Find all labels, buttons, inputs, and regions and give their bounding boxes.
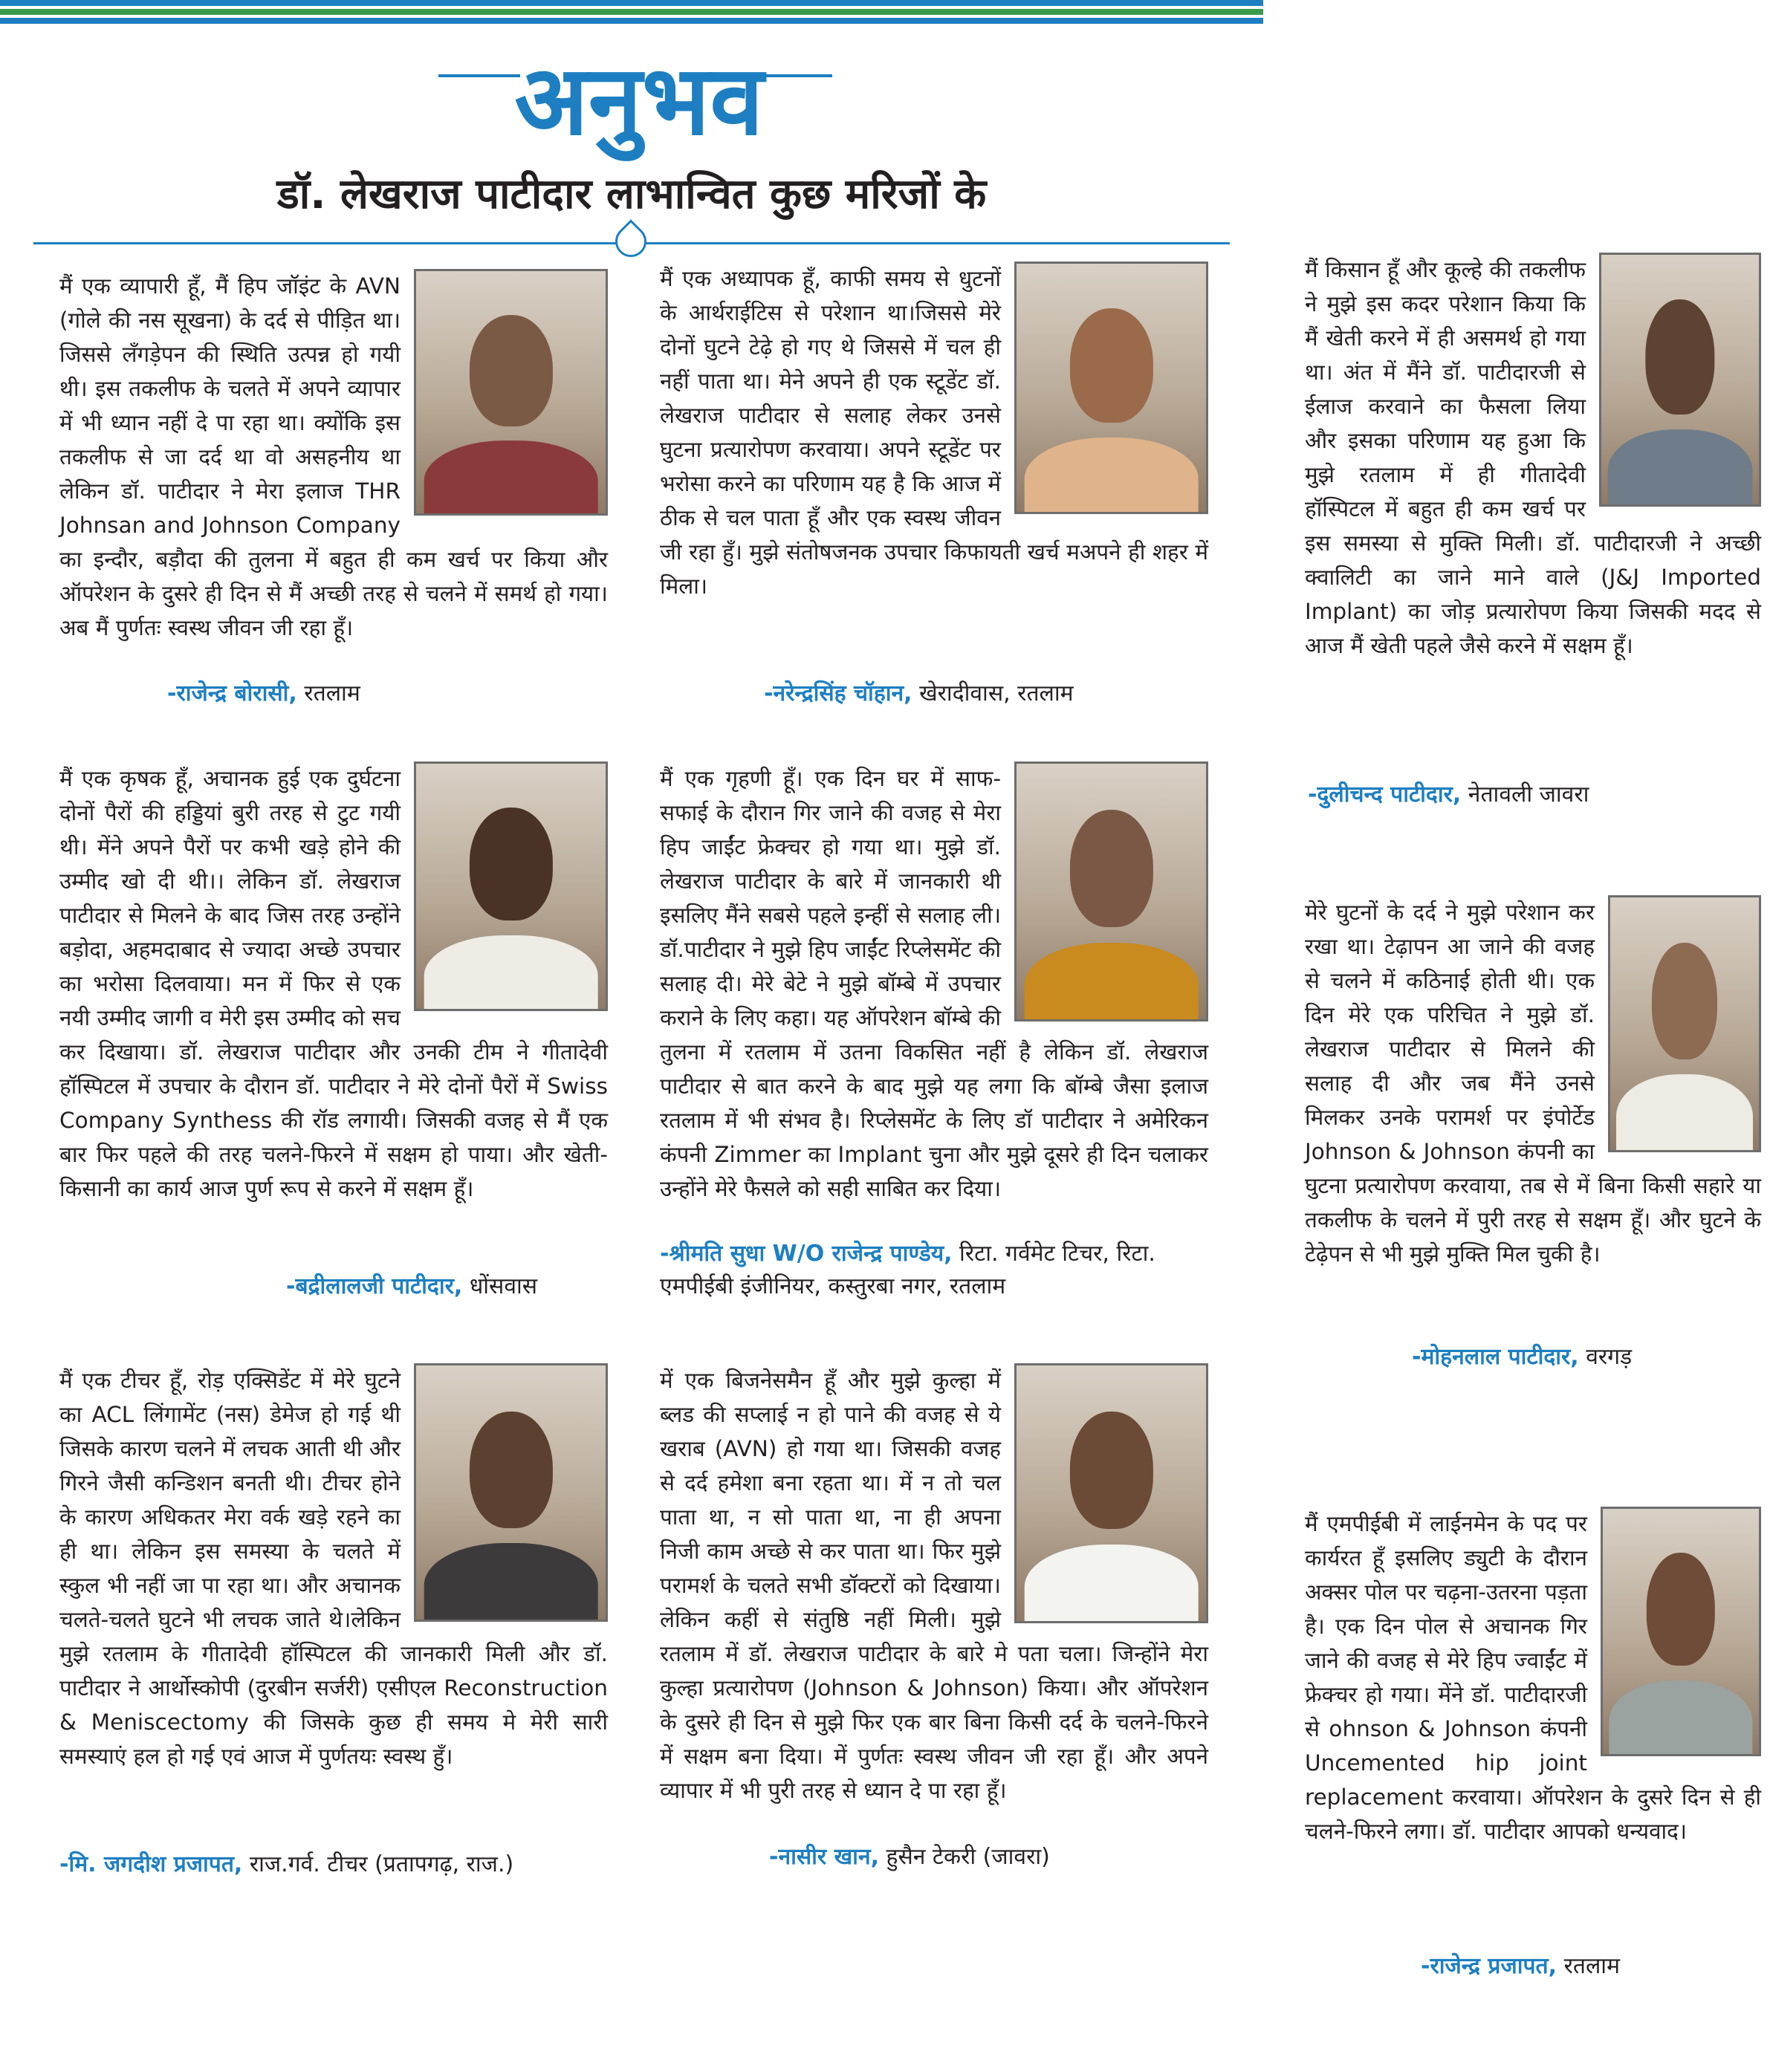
photo-1 [414, 269, 608, 516]
person-name: -मोहनलाल पाटीदार, [1412, 1344, 1579, 1370]
testimonial-5 [660, 761, 1208, 1206]
person-place: रिटा. गर्वमेट टिचर, रिटा. एमपीईबी इंजीनियर, कस्तुरबा नगर, रतलाम [660, 1241, 1155, 1299]
photo-5 [1014, 761, 1208, 1022]
testimonial-text: मैं एक कृषक हूँ, अचानक हुई एक दुर्घटना दोनों पैरों की हड्डियां बुरी तरह से टुट गयी थी। मेंने अपने पैरों पर कभी खड़े होने की उम्मीद खो दी थी।। लेकिन डॉ. लेखराज पाटीदार से मिलने के बाद जिस तरह उन्होंने बड़ोदा, अहमदाबाद से ज्यादा अच्छे उपचार का भरोसा दिलवाया। मन में फिर से एक नयी उम्मीद जागी व मेरी इस उम्मीद को सच कर दिखाया। डॉ. लेखराज पाटीदार और उनकी टीम ने गीतादेवी हॉस्पिटल में उपचार के दौरान डॉ. पाटीदार ने मेरे दोनों पैरों में Swiss Company Synthess की रॉड लगायी। जिसकी वजह से मैं एक बार फिर पहले की तरह चलने-फिरने में सक्षम हो पाया। और खेती-किसानी का कार्य आज पुर्ण रूप से करने में सक्षम हूँ। [59, 766, 608, 1201]
testimonial-6 [1305, 895, 1761, 1271]
signature-9 [1421, 1950, 1748, 1983]
person-place: राज.गर्व. टीचर (प्रतापगढ़, राज.) [242, 1851, 514, 1877]
person-place: हुसैन टेकरी (जावरा) [879, 1844, 1050, 1870]
top-stripe-blue-1 [0, 0, 1263, 6]
person-place: रतलाम [1557, 1953, 1621, 1979]
person-place: धोंसवास [462, 1273, 538, 1299]
signature-5 [660, 1238, 1210, 1303]
testimonial-3 [1305, 253, 1761, 663]
person-name: -राजेन्द्र प्रजापत, [1421, 1953, 1557, 1979]
top-stripe-blue-2 [0, 18, 1263, 24]
testimonial-2 [660, 262, 1208, 603]
photo-4 [414, 761, 608, 1011]
signature-3 [1308, 779, 1724, 811]
person-name: -बद्रीलालजी पाटीदार, [286, 1273, 463, 1299]
photo-3 [1599, 253, 1761, 507]
testimonial-text: मेरे घुटनों के दर्द ने मुझे परेशान कर रखा था। टेढ़ापन आ जाने की वजह से चलने में कठिनाई होती थी। एक दिन मेरे एक परिचित ने मुझे डॉ. लेखराज पाटीदार से मिलने की सलाह दी और जब मैंने उनसे मिलकर उनके परामर्श पर इंपोर्टेड Johnson & Johnson कंपनी का घुटना प्रत्यारोपण करवाया, तब से में बिना किसी सहारे या तकलीफ के चलने में पुरी तरह से सक्षम हूँ। और घुटने के टेढ़ेपन से भी मुझे मुक्ति मिल चुकी है। [1305, 900, 1761, 1267]
signature-1 [167, 678, 583, 710]
person-name: -नरेन्द्रसिंह चॉहान, [764, 681, 912, 707]
signature-6 [1412, 1341, 1739, 1374]
photo-6 [1608, 895, 1761, 1152]
signature-4 [286, 1270, 598, 1303]
page-title: अनुभव [514, 44, 764, 157]
signature-2 [764, 678, 1210, 710]
signature-7 [59, 1848, 594, 1881]
person-place: खेरादीवास, रतलाम [912, 681, 1074, 707]
testimonial-9 [1305, 1507, 1761, 1848]
person-name: -दुलीचन्द पाटीदार, [1308, 782, 1462, 808]
top-stripe-green [0, 9, 1263, 15]
testimonial-text: मैं एक गृहणी हूँ। एक दिन घर में साफ-सफाई के दौरान गिर जाने की वजह से मेरा हिप जाईंट फ्रेक्चर हो गया था। मुझे डॉ. लेखराज पाटीदार के बारे में जानकारी थी इसलिए मैंने सबसे पहले इन्हीं से सलाह ली। डॉ.पाटीदार ने मुझे हिप जाईंट रिप्लेसमेंट की सलाह दी। मेरे बेटे ने मुझे बॉम्बे में उपचार कराने के लिए कहा। यह ऑपरेशन बॉम्बे की तुलना में रतलाम में उतना विकसित नहीं है लेकिन डॉ. लेखराज पाटीदार से बात करने के बाद मुझे यह लगा कि बॉम्बे जैसा इलाज रतलाम में भी संभव है। रिप्लेसमेंट के लिए डॉ पाटीदार ने अमेरिकन कंपनी Zimmer का Implant चुना और मुझे दूसरे ही दिन चलाकर उन्होंने मेरे फैसले को सही साबित कर दिया। [660, 766, 1208, 1201]
testimonial-text: में एक बिजनेसमैन हूँ और मुझे कुल्हा में ब्लड की सप्लाई न हो पाने की वजह से ये खराब (AVN) हो गया था। जिसकी वजह से दर्द हमेशा बना रहता था। में न तो चल पाता था, न सो पाता था, ना ही अपना निजी काम अच्छे से कर पाता था। फिर मुझे परामर्श के चलते सभी डॉक्टरों को दिखाया। लेकिन कहीं से संतुष्ठि नहीं मिली। मुझे रतलाम में डॉ. लेखराज पाटीदार के बारे मे पता चला। जिन्होंने मेरा कुल्हा प्रत्यारोपण (Johnson & Johnson) किया। और ऑपरेशन के दुसरे ही दिन से मुझे फिर एक बार बिना किसी दर्द के चलने-फिरने में सक्षम बना दिया। में पुर्णतः स्वस्थ जीवन जी रहा हूँ। और अपने व्यापार में भी पुरी तरह से ध्यान दे पा रहा हूँ। [660, 1368, 1208, 1803]
testimonial-4 [59, 761, 608, 1206]
photo-7 [414, 1363, 608, 1622]
testimonial-text: मैं एमपीईबी में लाईनमेन के पद पर कार्यरत हूँ इसलिए ड्युटी के दौरान अक्सर पोल पर चढ़ना-उतरना पड़ता है। एक दिन पोल से अचानक गिर जाने की वजह से मेरे हिप ज्वाईंट में फ्रेक्चर हो गया। मेंने डॉ. पाटीदारजी से ohnson & Johnson कंपनी Uncemented hip joint replacement करवाया। ऑपरेशन के दुसरे दिन से ही चलने-फिरने लगा। डॉ. पाटीदार आपको धन्यवाद। [1305, 1511, 1761, 1844]
photo-8 [1014, 1363, 1208, 1623]
person-place: रतलाम [296, 681, 360, 707]
person-place: वरगड़ [1578, 1344, 1633, 1370]
person-place: नेतावली जावरा [1461, 782, 1589, 808]
photo-2 [1014, 262, 1208, 514]
person-name: -श्रीमति सुधा W/O राजेन्द्र पाण्डेय, [660, 1241, 953, 1267]
person-name: -नासीर खान, [769, 1844, 879, 1870]
signature-8 [769, 1841, 1185, 1874]
page-subtitle: डॉ. लेखराज पाटीदार लाभान्वित कुछ मरिजों के [276, 170, 987, 218]
testimonial-1 [59, 269, 608, 645]
testimonial-8 [660, 1363, 1208, 1808]
testimonial-text: मैं एक टीचर हूँ, रोड़ एक्सिडेंट में मेरे घुटने का ACL लिंगामेंट (नस) डेमेज हो गई थी जिसके कारण चलने में लचक आती थी और गिरने जैसी कन्डिशन बनती थी। टीचर होने के कारण अधिकतर मेरा वर्क खड़े रहने का ही था। लेकिन इस समस्या के चलते में स्कुल भी नहीं जा पा रहा था। और अचानक चलते-चलते घुटने भी लचक जाते थे।लेकिन मुझे रतलाम के गीतादेवी हॉस्पिटल की जानकारी मिली और डॉ. पाटीदार ने आर्थोस्कोपी (दुरबीन सर्जरी) एसीएल Reconstruction & Meniscectomy की जिसके कुछ ही समय मे मेरी सारी समस्याएं हल हो गई एवं आज में पुर्णतयः स्वस्थ हुँ। [59, 1368, 608, 1769]
person-name: -मि. जगदीश प्रजापत, [59, 1851, 243, 1877]
photo-9 [1601, 1507, 1761, 1756]
person-name: -राजेन्द्र बोरासी, [167, 681, 297, 707]
drop-ornament [609, 219, 652, 263]
testimonial-text: मैं एक अध्यापक हूँ, काफी समय से धुटनों के आर्थराईटिस से परेशान था।जिससे मेरे दोनों घुटने टेढ़े हो गए थे जिससे में चल ही नहीं पाता था। मेने अपने ही एक स्टूडेंट डॉ. लेखराज पाटीदार से सलाह लेकर उनसे घुटना प्रत्यारोपण करवाया। अपने स्टूडेंट पर भरोसा करने का परिणाम यह है कि आज में ठीक से चल पाता हूँ और एक स्वस्थ जीवन जी रहा हुँ। मुझे संतोषजनक उपचार किफायती खर्च मअपने ही शहर में मिला। [660, 266, 1208, 599]
testimonial-7 [59, 1363, 608, 1773]
testimonial-text: मैं एक व्यापारी हूँ, मैं हिप जॉइंट के AVN (गोले की नस सूखना) के दर्द से पीड़ित था। जिससे लँगड़ेपन की स्थिति उत्पन्न हो गयी थी। इस तकलीफ के चलते में अपने व्यापार में भी ध्यान नहीं दे पा रहा था। क्योंकि इस तकलीफ से जा दर्द था वो असहनीय था लेकिन डॉ. पाटीदार ने मेरा इलाज THR Johnsan and Johnson Company का इन्दौर, बड़ौदा की तुलना में बहुत ही कम खर्च पर किया और ऑपरेशन के दुसरे ही दिन से मैं अच्छी तरह से चलने में समर्थ हो गया। अब मैं पुर्णतः स्वस्थ जीवन जी रहा हूँ। [59, 273, 608, 640]
testimonial-text: मैं किसान हूँ और कूल्हे की तकलीफ ने मुझे इस कदर परेशान किया कि मैं खेती करने में ही असमर्थ हो गया था। अंत में मैंने डॉ. पाटीदारजी से ईलाज करवाने का फैसला लिया और इसका परिणाम यह हुआ कि मुझे रतलाम में ही गीतादेवी हॉस्पिटल में बहुत ही कम खर्च पर इस समस्या से मुक्ति मिली। डॉ. पाटीदारजी ने अच्छी क्वालिटी का जाने माने वाले (J&J Imported Implant) का जोड़ प्रत्यारोपण किया जिसकी मदद से आज मैं खेती पहले जैसे करने में सक्षम हूँ। [1305, 257, 1761, 658]
